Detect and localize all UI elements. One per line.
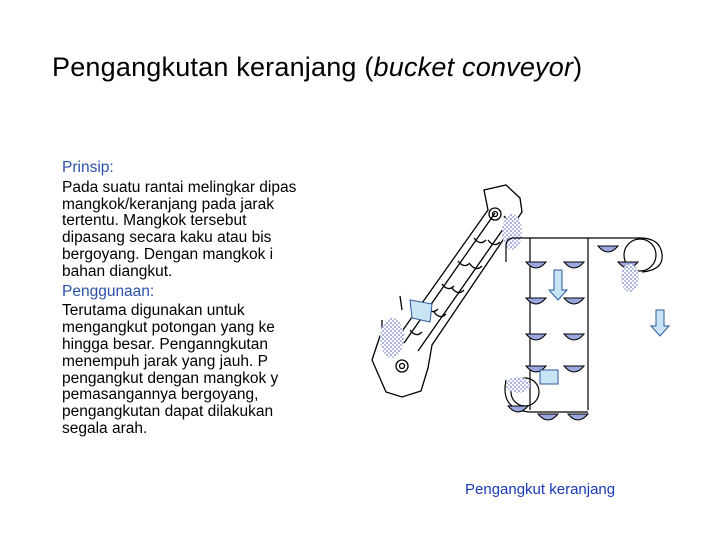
usage-line: pemasangannya bergoyang, (62, 386, 259, 404)
bucket (526, 298, 546, 304)
inclined-frame (372, 185, 522, 397)
principle-line: mangkok/keranjang pada jarak (62, 195, 274, 213)
vertical-loading-chute (540, 370, 558, 384)
bucket (564, 334, 584, 340)
inclined-belt (418, 222, 508, 351)
material-spill (502, 214, 522, 250)
usage-label: Penggunaan: (62, 282, 155, 300)
bucket (526, 334, 546, 340)
principle-line: bahan diangkut. (62, 262, 173, 280)
down-arrow-icon (651, 310, 669, 336)
principle-line: Pada suatu rantai melingkar dipas (62, 178, 297, 196)
principle-line: tertentu. Mangkok tersebut (62, 212, 247, 230)
usage-line: mengangkut potongan yang ke (62, 319, 275, 337)
vertical-buckets (508, 246, 638, 420)
material-spill (621, 264, 639, 292)
bucket (564, 262, 584, 268)
down-arrow-icon (549, 270, 567, 300)
usage-line: menempuh jarak yang jauh. P (62, 352, 268, 370)
title-close-paren: ) (573, 52, 583, 82)
hopper-post (400, 296, 402, 310)
bucket (564, 298, 584, 304)
principle-line: dipasang secara kaku atau bis (62, 229, 272, 247)
inclined-bucket (470, 264, 482, 269)
bottom-pulley-hub (400, 364, 405, 369)
usage-line: Terutama digunakan untuk (62, 302, 245, 320)
bucket-conveyor-illustration (360, 176, 700, 442)
principle-line: bergoyang. Dengan mangkok i (62, 245, 274, 263)
inclined-bucket (410, 330, 422, 335)
bucket (526, 262, 546, 268)
usage-paragraph (62, 303, 365, 437)
material-spill (506, 377, 530, 393)
flow-arrows (549, 270, 669, 336)
usage-line: pengangkutan dapat dilakukan (62, 403, 274, 421)
inclined-conveyor (372, 185, 522, 397)
inclined-loading-chute (410, 300, 432, 322)
bucket (598, 246, 618, 252)
material-inclined (380, 214, 522, 358)
title-italic-term: bucket conveyor (373, 52, 574, 82)
inclined-bucket (474, 238, 486, 243)
bottom-pulley (396, 360, 408, 372)
bucket (568, 414, 588, 420)
body-text (62, 160, 365, 460)
title-text: Pengangkutan keranjang ( (52, 52, 374, 82)
principle-label: Prinsip: (62, 160, 114, 176)
inclined-belt (404, 213, 495, 343)
page-title (52, 52, 582, 83)
bucket (538, 414, 558, 420)
principle-paragraph (62, 180, 365, 281)
usage-line: hingga besar. Penganngkutan (62, 335, 268, 353)
bucket (564, 366, 584, 372)
usage-line: segala arah. (62, 419, 148, 437)
material-spill (380, 318, 404, 358)
usage-line: pengangkut dengan mangkok y (62, 369, 279, 387)
figure-caption: Pengangkut keranjang (465, 481, 616, 498)
inclined-bucket (458, 261, 470, 266)
material-vertical (506, 264, 639, 393)
